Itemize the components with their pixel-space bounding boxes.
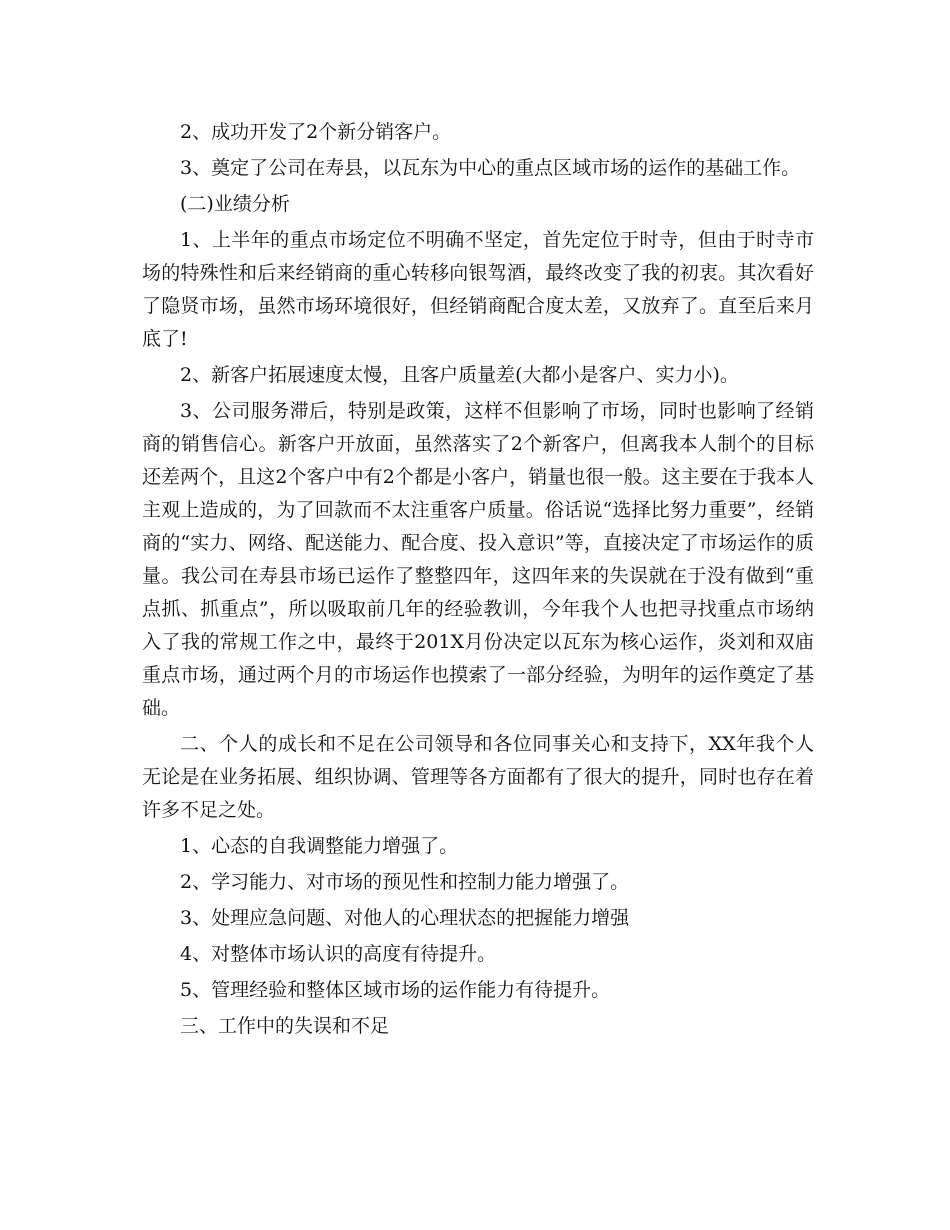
document-body xyxy=(142,116,814,1046)
list-item-market-awareness: 4、对整体市场认识的高度有待提升。 xyxy=(180,943,497,965)
section-heading-mistakes: 三、工作中的失误和不足 xyxy=(180,1015,390,1037)
paragraph-client-expansion: 2、新客户拓展速度太慢，且客户质量差(大都小是客户、实力小)。 xyxy=(180,364,739,386)
paragraph-service-lag: 3、公司服务滞后，特别是政策，这样不但影响了市场，同时也影响了经销商的销售信心。新客户开放面，虽然落实了2个新客户，但离我本人制个的目标还差两个，且这2个客户中有2个都是小客户，销量也很一般。这主要在于我本人主观上造成的，为了回款而不太注重客户质量。俗话说“选择比努力重要”，经销商的“实力、网络、配送能力、配合度、投入意识”等，直接决定了市场运作的质量。我公司在寿县市场已运作了整整四年，这四年来的失误就在于没有做到“重点抓、抓重点”，所以吸取前几年的经验教训，今年我个人也把寻找重点市场纳入了我的常规工作之中，最终于201X月份决定以瓦东为核心运作，炎刘和双庙重点市场，通过两个月的市场运作也摸索了一部分经验，为明年的运作奠定了基础。 xyxy=(142,400,814,719)
list-item-emergency-handling: 3、处理应急问题、对他人的心理状态的把握能力增强 xyxy=(180,907,630,929)
list-item-mindset: 1、心态的自我调整能力增强了。 xyxy=(180,835,459,857)
list-item-management: 5、管理经验和整体区域市场的运作能力有待提升。 xyxy=(180,979,611,1001)
section-heading-personal-growth: 二、个人的成长和不足在公司领导和各位同事关心和支持下，XX年我个人无论是在业务拓展、组织协调、管理等各方面都有了很大的提升，同时也存在着许多不足之处。 xyxy=(142,733,814,821)
list-item-learning: 2、学习能力、对市场的预见性和控制力能力增强了。 xyxy=(180,871,630,893)
paragraph-new-clients: 2、成功开发了2个新分销客户。 xyxy=(180,121,452,143)
section-heading-performance-analysis: (二)业绩分析 xyxy=(180,193,290,215)
paragraph-market-positioning: 1、上半年的重点市场定位不明确不坚定，首先定位于时寺，但由于时寺市场的特殊性和后来经销商的重心转移向银驾酒，最终改变了我的初衷。其次看好了隐贤市场，虽然市场环境很好，但经销商配合度太差，又放弃了。直至后来月底了! xyxy=(142,229,814,350)
paragraph-foundation: 3、奠定了公司在寿县，以瓦东为中心的重点区域市场的运作的基础工作。 xyxy=(180,157,801,179)
